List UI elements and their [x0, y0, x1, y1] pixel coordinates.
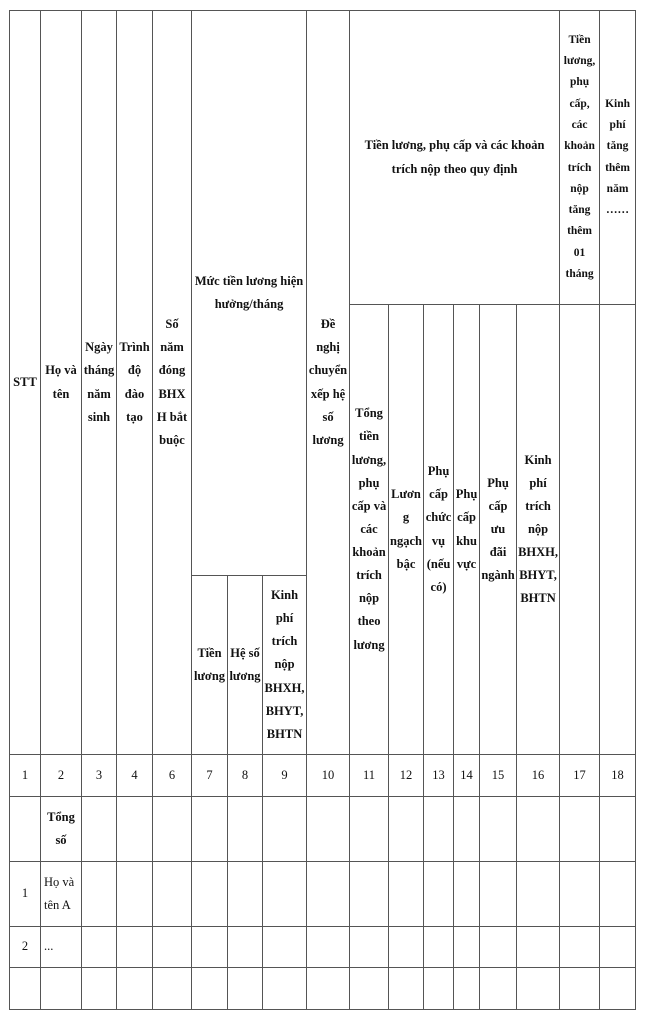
header-kinh-phi-bh-hien: Kinh phí trích nộp BHXH, BHYT, BHTN: [263, 576, 307, 755]
row-name: Tổng số: [41, 797, 82, 862]
table-row: [10, 862, 636, 927]
header-empty-cell: [560, 305, 600, 755]
column-number: 15: [480, 755, 517, 797]
header-tien-luong: Tiền lương: [192, 576, 228, 755]
table-row: [10, 927, 636, 968]
header-so-nam-bhxh: Số năm đóng BHXH bắt buộc: [153, 11, 192, 755]
header-empty-cell: [600, 305, 636, 755]
column-number: 10: [307, 755, 350, 797]
header-tien-luong-quy-dinh: Tiền lương, phụ cấp và các khoản trích nộp theo quy định: [350, 11, 560, 305]
header-trinh-do: Trình độ đào tạo: [117, 11, 153, 755]
salary-table: [9, 10, 636, 1010]
column-number: 12: [389, 755, 424, 797]
column-number: 1: [10, 755, 41, 797]
column-number: 16: [517, 755, 560, 797]
column-number: 18: [600, 755, 636, 797]
row-name: ...: [41, 927, 82, 968]
header-stt: STT: [10, 11, 41, 755]
table-row: [10, 968, 636, 1010]
column-number: 11: [350, 755, 389, 797]
header-phu-cap-khu-vuc: Phụ cấp khu vực: [454, 305, 480, 755]
table-row: [10, 797, 636, 862]
header-muc-tien-luong: Mức tiền lương hiện hưởng/tháng: [192, 11, 307, 576]
row-stt: [10, 968, 41, 1010]
row-name: Họ và tên A: [41, 862, 82, 927]
row-name: [41, 968, 82, 1010]
row-stt: [10, 797, 41, 862]
header-tang-them-thang: Tiền lương, phụ cấp, các khoản trích nộp tăng thêm 01 tháng: [560, 11, 600, 305]
column-number: 8: [228, 755, 263, 797]
header-phu-cap-chuc-vu: Phụ cấp chức vụ (nếu có): [424, 305, 454, 755]
header-ho-ten: Họ và tên: [41, 11, 82, 755]
column-number: 3: [82, 755, 117, 797]
header-kinh-phi-tang-nam: Kinh phí tăng thêm năm ……: [600, 11, 636, 305]
column-number: 6: [153, 755, 192, 797]
column-number: 14: [454, 755, 480, 797]
header-kinh-phi-bh: Kinh phí trích nộp BHXH, BHYT, BHTN: [517, 305, 560, 755]
column-number: 9: [263, 755, 307, 797]
header-ngay-sinh: Ngày tháng năm sinh: [82, 11, 117, 755]
header-he-so-luong: Hệ số lương: [228, 576, 263, 755]
header-luong-ngach-bac: Lương ngạch bậc: [389, 305, 424, 755]
row-stt: 1: [10, 862, 41, 927]
column-number: 4: [117, 755, 153, 797]
header-phu-cap-uu-dai: Phụ cấp ưu đãi ngành: [480, 305, 517, 755]
row-stt: 2: [10, 927, 41, 968]
column-number: 17: [560, 755, 600, 797]
header-tong-tien-luong: Tổng tiền lương, phụ cấp và các khoản trích nộp theo lương: [350, 305, 389, 755]
header-de-nghi: Đề nghị chuyển xếp hệ số lương: [307, 11, 350, 755]
column-number: 7: [192, 755, 228, 797]
column-number: 2: [41, 755, 82, 797]
column-number: 13: [424, 755, 454, 797]
